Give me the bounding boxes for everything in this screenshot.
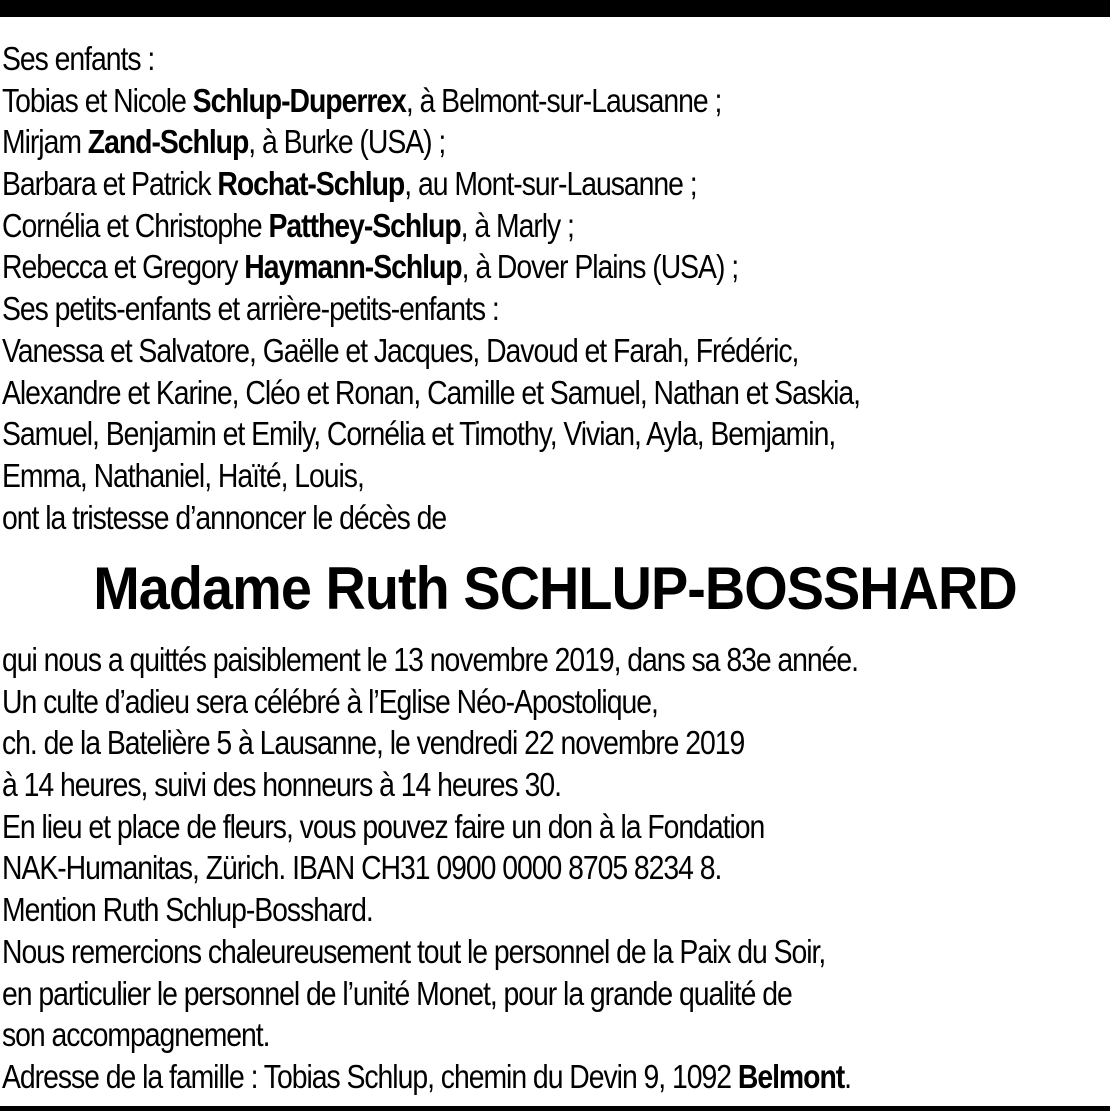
children-heading: Ses enfants : (2, 40, 155, 77)
grandchildren-names: Vanessa et Salvatore, Gaëlle et Jacques, Davoud et Farah, Frédéric, (2, 331, 799, 369)
service-details (2, 639, 1108, 1098)
family-entry-surname: Rochat-Schlup (217, 165, 405, 203)
thanks-text: en particulier le personnel de l’unité Monet, pour la grande qualité de (2, 974, 792, 1012)
family-address-city: Belmont (737, 1057, 845, 1095)
thanks-text: Nous remercions chaleureusement tout le personnel de la Paix du Soir, (2, 932, 826, 970)
family-entry (2, 205, 953, 247)
family-address-text: Adresse de la famille : Tobias Schlup, chemin du Devin 9, 1092 (2, 1057, 738, 1095)
family-entry (2, 80, 953, 122)
service-text: Un culte d’adieu sera célébré à l’Eglise Néo-Apostolique, (2, 682, 658, 720)
family-entry-location: , au Mont-sur-Lausanne ; (404, 165, 697, 203)
donation-text: Mention Ruth Schlup-Bosshard. (2, 891, 373, 929)
family-entry-surname: Patthey-Schlup (268, 206, 461, 244)
family-entry-location: , à Burke (USA) ; (248, 123, 446, 161)
announcement-phrase: ont la tristesse d’annoncer le décès de (2, 498, 447, 536)
family-entry (2, 163, 953, 205)
family-address-end: . (844, 1057, 852, 1095)
family-entry-given-names: Rebecca et Gregory (2, 248, 245, 286)
family-entry-surname: Haymann-Schlup (244, 248, 462, 286)
family-address (2, 1056, 953, 1098)
donation-text: En lieu et place de fleurs, vous pouvez faire un don à la Fondation (2, 807, 765, 845)
family-entry-surname: Zand-Schlup (87, 123, 249, 161)
grandchildren-names: Samuel, Benjamin et Emily, Cornélia et Timothy, Vivian, Ayla, Bemjamin, (2, 415, 836, 453)
family-entry-given-names: Cornélia et Christophe (2, 206, 269, 244)
thanks-text: son accompagnement. (2, 1016, 270, 1054)
family-entry-location: , à Belmont-sur-Lausanne ; (405, 81, 722, 119)
top-rule (0, 0, 1110, 17)
grandchildren-names: Alexandre et Karine, Cléo et Ronan, Camille et Samuel, Nathan et Saskia, (2, 373, 861, 411)
bottom-rule (0, 1106, 1110, 1111)
passing-date-text: qui nous a quittés paisiblement le 13 novembre 2019, dans sa 83e année. (2, 641, 859, 678)
service-text: à 14 heures, suivi des honneurs à 14 heures 30. (2, 766, 561, 804)
grandchildren-names: Emma, Nathaniel, Haïté, Louis, (2, 456, 364, 494)
family-entry-given-names: Tobias et Nicole (2, 81, 193, 119)
deceased-name: Madame Ruth SCHLUP-BOSSHARD (93, 555, 1017, 622)
family-announcement (2, 38, 1108, 538)
family-entry-location: , à Dover Plains (USA) ; (461, 248, 739, 286)
family-entry-given-names: Barbara et Patrick (2, 165, 218, 203)
donation-text: NAK-Humanitas, Zürich. IBAN CH31 0900 0000 8705 8234 8. (2, 849, 722, 887)
family-entry-location: , à Marly ; (460, 206, 574, 244)
service-text: ch. de la Batelière 5 à Lausanne, le vendredi 22 novembre 2019 (2, 724, 745, 762)
family-entry-surname: Schlup-Duperrex (192, 81, 406, 119)
family-entry-given-names: Mirjam (2, 123, 88, 161)
family-entry (2, 121, 953, 163)
grandchildren-heading: Ses petits-enfants et arrière-petits-enfants : (2, 290, 499, 328)
family-entry (2, 246, 953, 288)
